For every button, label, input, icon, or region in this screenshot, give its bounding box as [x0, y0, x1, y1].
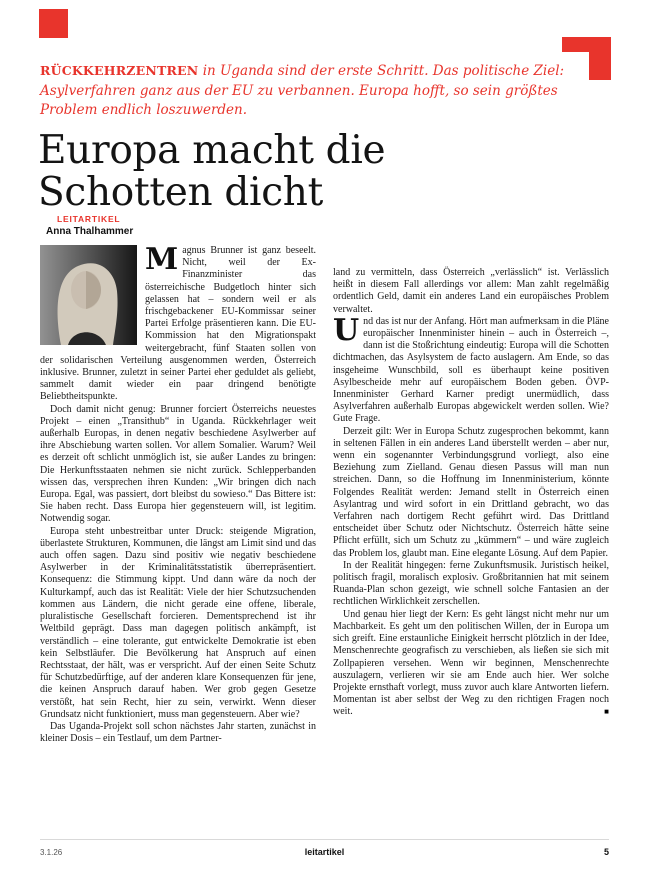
paragraph: Das Uganda-Projekt soll schon nächstes Jahr starten, zunächst in kleiner Dosis – ein Testlauf, um dem Partner- — [40, 720, 316, 745]
footer-rule — [40, 839, 609, 840]
footer-section: leitartikel — [304, 847, 345, 857]
footer — [40, 847, 609, 861]
paragraph: In der Realität hingegen: ferne Zukunftsmusik. Juristisch heikel, politisch fragil, moralisch explosiv. Großbritannien hat mit seinem Ruanda-Plan schon gezeigt, wie schnell solche Fantasien an der rechtlichen Wirklichkeit zerschellen. — [333, 559, 609, 608]
paragraph: Europa steht unbestreitbar unter Druck: steigende Migration, überlastete Strukturen, Kommunen, die längst am Limit sind und das auch offen sagen. Dazu sind positiv wie negativ beschiedene Asylwerber in der Kriminalitätsstatistik überrepräsentiert. Konsequenz: die Stimmung kippt. Und dann wäre da noch der Kulturkampf, auch das ist Realität: Viele der hier Schutzsuchenden kommen aus Ländern, die nicht gerade eine offene, liberale, pluralistische Gesellschaft forcieren. Dementsprechend ist ihr Weltbild geprägt. Dass man dagegen politisch ankämpft, ist verständlich – eine tolerante, gut entwickelte Demokratie ist eben kein Selbstläufer. Die Bevölkerung hat Anspruch auf einen Rechtsstaat, der hält, was er verspricht. Auf der einen Seite Schutz für Schutzbedürftige, auf der anderen klare Konsequenzen für jene, die keinen Anspruch darauf haben. Wer grob gegen Gesetze verstößt, hat sein Recht, hier zu sein, verwirkt. Wenn dieser Grundsatz nicht funktioniert, muss man gegensteuern. Aber wie? — [40, 525, 316, 720]
dropcap-letter: M — [145, 245, 179, 277]
dropcap-letter: U — [333, 312, 360, 348]
author-name: Anna Thalhammer — [46, 226, 134, 237]
paragraph: Doch damit nicht genug: Brunner forciert Österreichs neuestes Projekt – einen „Transithub“ in Uganda. Rückkehrlager weit außerhalb Europas, in denen negativ beschiedene Asylwerber auf ihre Abschiebung warten sollen. Vor allem Somalier. Warum? Weil es derzeit oft schlicht unmöglich ist, sie außer Landes zu bringen: Die Herkunftsstaaten nehmen sie nicht zurück. Schlepperbanden wissen das, versprechen ihren Kunden: „Wir bringen dich nach Europa. Egal, was passiert, dort bleibst du sowieso.“ Das Bittere ist: Sie haben recht. Dass Europa hier gegensteuern will, ist legitim. Notwendig sogar. — [40, 403, 316, 525]
paragraph: land zu vermitteln, dass Österreich „verlässlich“ ist. Verlässlich heißt in diesem Fall allerdings vor allem: Man zahlt regelmäßig ordentlich Geld, damit ein anderes Land ein europäisches Problem verwaltet. — [333, 267, 609, 315]
footer-date: 3.1.26 — [40, 848, 63, 857]
end-mark: ■ — [604, 707, 609, 717]
right-column — [333, 245, 609, 839]
author-portrait — [40, 245, 137, 345]
kicker — [40, 61, 588, 121]
footer-page-number: 5 — [603, 847, 609, 857]
kicker-keyword: RÜCKKEHRZENTREN — [40, 63, 199, 78]
paragraph — [333, 312, 609, 426]
section-label: LEITARTIKEL — [57, 214, 121, 224]
article-body — [40, 245, 609, 839]
headline: Europa macht die Schotten dicht — [38, 128, 386, 215]
paragraph: Derzeit gilt: Wer in Europa Schutz zugesprochen bekommt, kann in seltenen Fällen in ein anderes Land überstellt werden – aber nur, wenn ein sogenannter Verbindungsgrund vorliegt, also eine Beziehung zum Zielland. Genau diesen Passus will man nun streichen. Dann, so die Hoffnung im Innenministerium, könnte Folgendes Realität werden: Jemand stellt in Österreich einen Asylantrag und wird sofort in ein Drittland gebracht, wo das Verfahren nach dortigem Recht geführt wird. Das Drittland entscheidet über Schutz oder Nichtschutz. Österreich hätte seine Pflicht erfüllt, sich um Schutz zu „kümmern“ – und wäre zugleich das Problem los, glaubt man. Eine elegante Lösung. Auf dem Papier. — [333, 425, 609, 559]
kicker-text: in Uganda sind der erste Schritt. Das politische Ziel: Asylverfahren ganz aus der EU zu verbannen. Europa hofft, so sein größtes Problem endlich loszuwerden. — [40, 63, 565, 118]
paragraph-text: nd das ist nur der Anfang. Hört man aufmerksam in die Pläne europäischer Innenminister hinein – auch in Österreich –, dann ist die Stoßrichtung eindeutig: Europa will die Schotten dichtmachen, das Asylsystem de facto auslagern. Am Ende, so das insgeheime Wunschbild, soll es überhaupt keine positiven Asylbescheide mehr auf europäischem Boden geben. ÖVP-Innenminister Gerhard Karner predigt unermüdlich, dass Asylverfahren außerhalb Europas abgewickelt werden sollen. Wie? Gute Frage. — [333, 315, 609, 425]
brand-red-square — [39, 9, 68, 38]
paragraph-text: Und genau hier liegt der Kern: Es geht längst nicht mehr nur um Machbarkeit. Es geht um den politischen Willen, der in Europa um sich greift. Eine erstaunliche Einigkeit herrscht plötzlich in der Idee, Menschenrechte geografisch zu verschieben, als ließen sie sich mit Zollpapieren versehen. Wenn wir beginnen, Menschenrechte auszulagern, verlieren wir sie am Ende auch hier. Wer solche Projekte ernsthaft vorlegt, muss zuvor auch klare Antworten liefern. Momentan ist aber selbst der Weg zu den richtigen Fragen noch weit. — [333, 608, 609, 718]
left-column — [40, 245, 316, 839]
paragraph-text: agnus Brunner ist ganz beseelt. Nicht, weil der Ex-Finanzminister das österreichische Budgetloch hinter sich gelassen hat – sondern weil er als frischgebackener EU-Kommissar seiner Partei Erfolge präsentieren kann. Die EU-Kommission hat den Migrationspakt weitergebracht, fünf Staaten sollen von der solidarischen Verteilung ausgenommen werden, Österreich inklusive. Brunner, zuletzt in seiner Partei eher geduldet als geliebt, sammelt damit wieder ein paar dringend benötigte Beliebtheitspunkte. — [40, 245, 316, 403]
paragraph — [333, 609, 609, 719]
